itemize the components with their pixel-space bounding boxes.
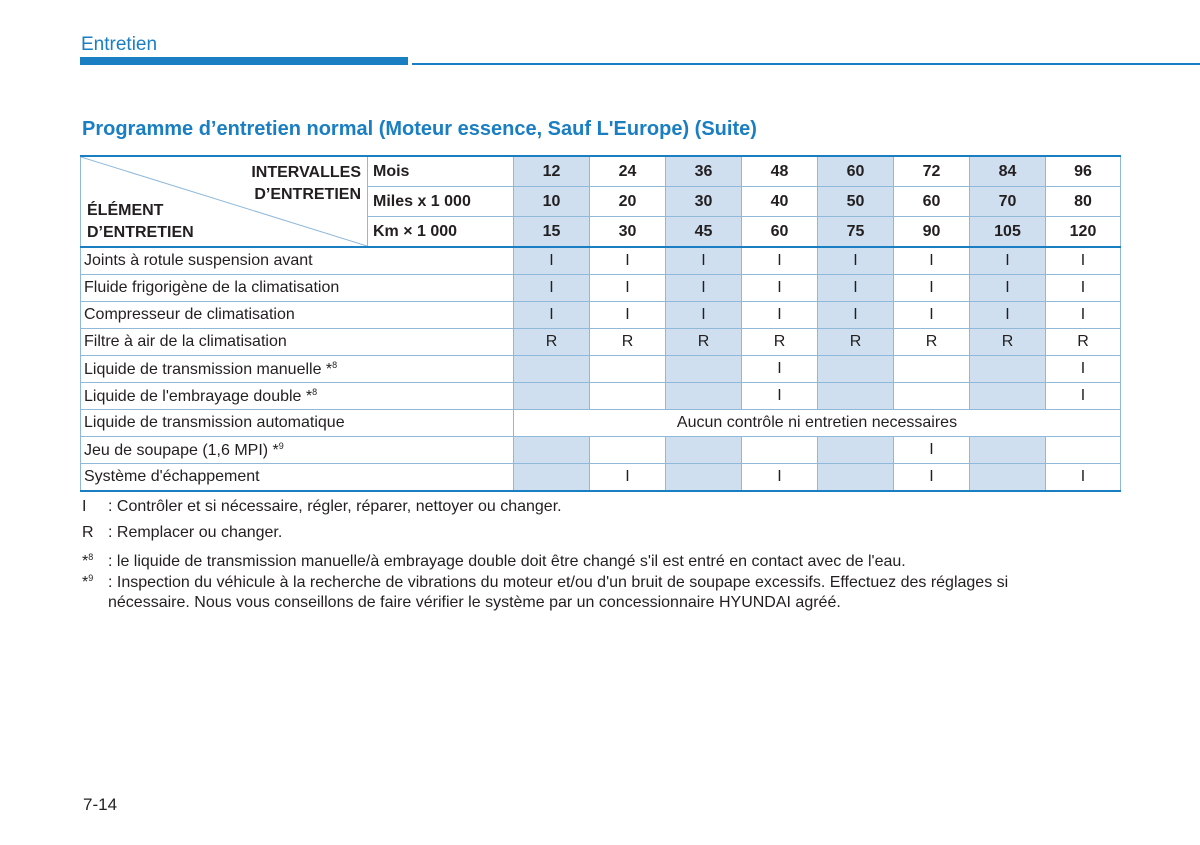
maintenance-item-label: Compresseur de climatisation bbox=[81, 302, 514, 329]
maintenance-schedule-table bbox=[80, 155, 1121, 492]
months-cell: 60 bbox=[818, 156, 894, 187]
months-cell: 84 bbox=[970, 156, 1046, 187]
schedule-mark: I bbox=[590, 275, 666, 302]
km-cell: 60 bbox=[742, 217, 818, 248]
miles-cell: 70 bbox=[970, 187, 1046, 217]
miles-cell: 60 bbox=[894, 187, 970, 217]
page-number: 7-14 bbox=[83, 795, 118, 814]
footnote-9: *$^9$ : Inspection du véhicule à la recherche de vibrations du moteur et/ou d'un bruit de soupape excessifs. Effectuez des réglages si nécessaire. Nous vous conseillons de faire vérifier le système par un concessionnaire HYUNDAI agréé. bbox=[82, 573, 1009, 611]
km-cell: 45 bbox=[666, 217, 742, 248]
schedule-mark: I bbox=[970, 275, 1046, 302]
schedule-mark: R bbox=[666, 329, 742, 356]
schedule-mark bbox=[590, 356, 666, 383]
schedule-mark bbox=[514, 437, 590, 464]
schedule-mark: R bbox=[970, 329, 1046, 356]
schedule-mark: I bbox=[818, 247, 894, 275]
km-cell: 120 bbox=[1046, 217, 1121, 248]
schedule-mark bbox=[742, 437, 818, 464]
schedule-mark: R bbox=[818, 329, 894, 356]
schedule-mark: I bbox=[742, 302, 818, 329]
schedule-mark: I bbox=[514, 275, 590, 302]
km-cell: 105 bbox=[970, 217, 1046, 248]
miles-cell: 50 bbox=[818, 187, 894, 217]
unit-km: Km × 1 000 bbox=[368, 217, 514, 248]
legend-i: I : Contrôler et si nécessaire, régler, réparer, nettoyer ou changer. bbox=[82, 498, 562, 515]
km-cell: 30 bbox=[590, 217, 666, 248]
schedule-mark: I bbox=[894, 275, 970, 302]
maintenance-item-label: Filtre à air de la climatisation bbox=[81, 329, 514, 356]
table-row bbox=[81, 302, 1121, 329]
months-cell: 48 bbox=[742, 156, 818, 187]
months-cell: 12 bbox=[514, 156, 590, 187]
km-cell: 90 bbox=[894, 217, 970, 248]
schedule-mark bbox=[970, 383, 1046, 410]
months-cell: 96 bbox=[1046, 156, 1121, 187]
maintenance-item-label: Liquide de l'embrayage double *$^8$ bbox=[81, 383, 514, 410]
table-row bbox=[81, 356, 1121, 383]
schedule-mark: I bbox=[666, 247, 742, 275]
maintenance-item-label: Jeu de soupape (1,6 MPI) *$^9$ bbox=[81, 437, 514, 464]
months-cell: 24 bbox=[590, 156, 666, 187]
schedule-mark: I bbox=[1046, 275, 1121, 302]
schedule-mark: I bbox=[894, 302, 970, 329]
table-row bbox=[81, 464, 1121, 492]
schedule-mark: R bbox=[514, 329, 590, 356]
corner-intervals-label: INTERVALLES D’ENTRETIEN bbox=[251, 164, 361, 203]
schedule-mark bbox=[970, 437, 1046, 464]
footnote-8: *$^8$ : le liquide de transmission manuelle/à embrayage double doit être changé s'il est entré en contact avec de l'eau. bbox=[82, 552, 906, 570]
schedule-mark bbox=[818, 464, 894, 492]
km-cell: 15 bbox=[514, 217, 590, 248]
schedule-mark bbox=[894, 383, 970, 410]
schedule-mark bbox=[514, 464, 590, 492]
unit-months: Mois bbox=[368, 156, 514, 187]
maintenance-item-label: Liquide de transmission manuelle *$^8$ bbox=[81, 356, 514, 383]
spanning-note: Aucun contrôle ni entretien necessaires bbox=[514, 410, 1121, 437]
unit-miles: Miles x 1 000 bbox=[368, 187, 514, 217]
legend-r: R : Remplacer ou changer. bbox=[82, 524, 283, 541]
schedule-mark: R bbox=[590, 329, 666, 356]
schedule-mark bbox=[514, 383, 590, 410]
page-heading: Programme d’entretien normal (Moteur essence, Sauf L'Europe) (Suite) bbox=[82, 118, 757, 140]
schedule-mark bbox=[590, 383, 666, 410]
schedule-mark: I bbox=[1046, 464, 1121, 492]
schedule-mark bbox=[970, 356, 1046, 383]
schedule-mark: R bbox=[1046, 329, 1121, 356]
table-row bbox=[81, 410, 1121, 437]
schedule-mark bbox=[666, 383, 742, 410]
schedule-mark: I bbox=[970, 247, 1046, 275]
miles-cell: 20 bbox=[590, 187, 666, 217]
schedule-mark bbox=[590, 437, 666, 464]
schedule-mark: I bbox=[1046, 383, 1121, 410]
miles-cell: 40 bbox=[742, 187, 818, 217]
schedule-mark bbox=[970, 464, 1046, 492]
schedule-mark: I bbox=[666, 302, 742, 329]
header-rule-thick bbox=[80, 57, 408, 65]
schedule-mark bbox=[1046, 437, 1121, 464]
schedule-mark bbox=[666, 464, 742, 492]
maintenance-item-label: Système d'échappement bbox=[81, 464, 514, 492]
schedule-mark: I bbox=[742, 356, 818, 383]
schedule-mark: I bbox=[742, 247, 818, 275]
schedule-mark: I bbox=[970, 302, 1046, 329]
schedule-mark: I bbox=[514, 302, 590, 329]
maintenance-item-label: Joints à rotule suspension avant bbox=[81, 247, 514, 275]
schedule-mark: I bbox=[818, 302, 894, 329]
schedule-mark: I bbox=[590, 464, 666, 492]
schedule-mark: I bbox=[894, 464, 970, 492]
schedule-mark bbox=[818, 383, 894, 410]
schedule-mark: I bbox=[742, 464, 818, 492]
schedule-mark: I bbox=[818, 275, 894, 302]
schedule-mark: I bbox=[514, 247, 590, 275]
section-title: Entretien bbox=[81, 34, 158, 55]
schedule-mark bbox=[666, 437, 742, 464]
schedule-mark: I bbox=[1046, 302, 1121, 329]
miles-cell: 30 bbox=[666, 187, 742, 217]
miles-cell: 80 bbox=[1046, 187, 1121, 217]
months-cell: 36 bbox=[666, 156, 742, 187]
schedule-mark: R bbox=[894, 329, 970, 356]
table-row bbox=[81, 329, 1121, 356]
schedule-mark: I bbox=[1046, 247, 1121, 275]
schedule-mark bbox=[818, 356, 894, 383]
table-row bbox=[81, 383, 1121, 410]
table-row bbox=[81, 437, 1121, 464]
table-row bbox=[81, 275, 1121, 302]
schedule-mark: I bbox=[742, 383, 818, 410]
maintenance-item-label: Liquide de transmission automatique bbox=[81, 410, 514, 437]
schedule-mark: I bbox=[742, 275, 818, 302]
months-cell: 72 bbox=[894, 156, 970, 187]
schedule-mark bbox=[514, 356, 590, 383]
table-row bbox=[81, 247, 1121, 275]
miles-cell: 10 bbox=[514, 187, 590, 217]
schedule-mark: I bbox=[894, 437, 970, 464]
schedule-mark: I bbox=[666, 275, 742, 302]
schedule-mark bbox=[894, 356, 970, 383]
maintenance-item-label: Fluide frigorigène de la climatisation bbox=[81, 275, 514, 302]
km-cell: 75 bbox=[818, 217, 894, 248]
corner-element-label: ÉLÉMENT D’ENTRETIEN bbox=[87, 202, 194, 241]
schedule-mark bbox=[818, 437, 894, 464]
schedule-mark bbox=[666, 356, 742, 383]
schedule-mark: I bbox=[590, 247, 666, 275]
schedule-mark: I bbox=[1046, 356, 1121, 383]
header-corner-cell bbox=[81, 156, 368, 247]
header-rule-thin bbox=[412, 63, 1200, 65]
schedule-mark: I bbox=[590, 302, 666, 329]
schedule-mark: I bbox=[894, 247, 970, 275]
schedule-mark: R bbox=[742, 329, 818, 356]
